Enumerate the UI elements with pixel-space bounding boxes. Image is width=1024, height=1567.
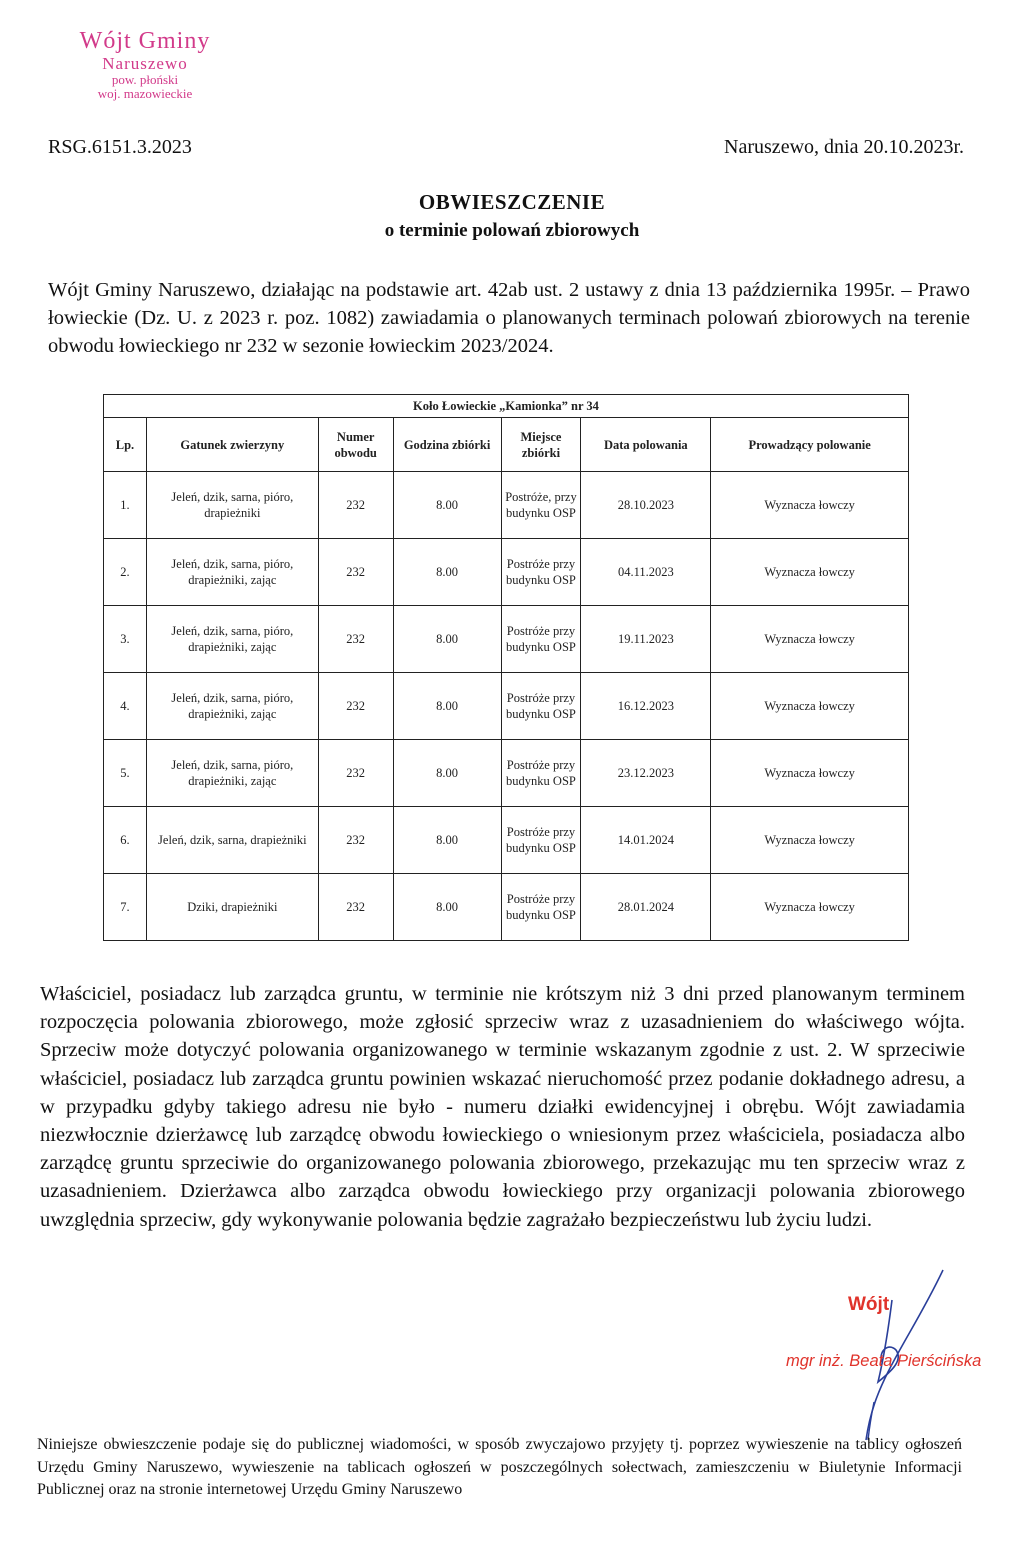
cell-lp: 1. <box>104 472 147 539</box>
signatory-title: Wójt <box>848 1294 890 1315</box>
cell-leader: Wyznacza łowczy <box>711 807 909 874</box>
cell-time: 8.00 <box>393 673 501 740</box>
table-row <box>104 740 909 807</box>
cell-leader: Wyznacza łowczy <box>711 673 909 740</box>
publication-notice: Niniejsze obwieszczenie podaje się do publicznej wiadomości, w sposób zwyczajowo przyjęty tj. poprzez wywieszenie na tablicy ogłoszeń Urzędu Gminy Naruszewo, wywieszenie na tablicach ogłoszeń w poszczególnych sołectwach, zamieszczeniu w Biuletynie Informacji Publicznej oraz na stronie internetowej Urzędu Gminy Naruszewo <box>37 1436 962 1498</box>
cell-time: 8.00 <box>393 539 501 606</box>
intro-paragraph: Wójt Gminy Naruszewo, działając na podstawie art. 42ab ust. 2 ustawy z dnia 13 października 1995r. – Prawo łowieckie (Dz. U. z 2023 r. poz. 1082) zawiadamia o planowanych terminach polowań zbiorowych na terenie obwodu łowieckiego nr 232 w sezonie łowieckim 2023/2024. <box>48 279 970 357</box>
cell-species: Jeleń, dzik, sarna, pióro, drapieżniki, zając <box>146 673 318 740</box>
cell-place: Postróże przy budynku OSP <box>501 606 581 673</box>
cell-leader: Wyznacza łowczy <box>711 539 909 606</box>
cell-time: 8.00 <box>393 472 501 539</box>
place-and-date: Naruszewo, dnia 20.10.2023r. <box>724 136 964 158</box>
cell-district: 232 <box>318 874 393 941</box>
objection-paragraph: Właściciel, posiadacz lub zarządca gruntu, w terminie nie krótszym niż 3 dni przed planowanym terminem rozpoczęcia polowania zbiorowego, może zgłosić sprzeciw wraz z uzasadnieniem do właściwego wójta. Sprzeciw może dotyczyć polowania organizowanego w terminie wskazanym zgodnie z ust. 2. W sprzeciwie właściciel, posiadacz lub zarządca gruntu powinien wskazać nieruchomość przez podanie dokładnego adresu, a w przypadku gdyby takiego adresu nie było - numeru działki ewidencyjnej i obrębu. Wójt zawiadamia niezwłocznie dzierżawcę lub zarządcę obwodu łowieckiego o wniesionym przez właściciela, posiadacza albo zarządcę gruntu sprzeciwie do organizowanego polowania zbiorowego, przekazując mu ten sprzeciw wraz z uzasadnieniem. Dzierżawca albo zarządca obwodu łowieckiego przy organizacji polowania zbiorowego uwzględnia sprzeciw, gdy wykonywanie polowania będzie zagrażało bezpieczeństwu lub życiu ludzi. <box>40 983 965 1231</box>
stamp-line-title: Wójt Gminy <box>79 28 211 54</box>
cell-place: Postróże przy budynku OSP <box>501 740 581 807</box>
cell-date: 16.12.2023 <box>581 673 711 740</box>
hunt-schedule-table <box>103 394 909 941</box>
cell-place: Postróże, przy budynku OSP <box>501 472 581 539</box>
cell-date: 14.01.2024 <box>581 807 711 874</box>
cell-lp: 6. <box>104 807 147 874</box>
table-row <box>104 874 909 941</box>
cell-place: Postróże przy budynku OSP <box>501 874 581 941</box>
cell-time: 8.00 <box>393 740 501 807</box>
table-row <box>104 673 909 740</box>
cell-district: 232 <box>318 472 393 539</box>
cell-leader: Wyznacza łowczy <box>711 740 909 807</box>
cell-leader: Wyznacza łowczy <box>711 606 909 673</box>
cell-time: 8.00 <box>393 874 501 941</box>
cell-date: 28.10.2023 <box>581 472 711 539</box>
cell-species: Dziki, drapieżniki <box>146 874 318 941</box>
cell-lp: 5. <box>104 740 147 807</box>
header-leader: Prowadzący polowanie <box>711 418 909 472</box>
club-name: Koło Łowieckie „Kamionka” nr 34 <box>104 395 909 418</box>
cell-time: 8.00 <box>393 807 501 874</box>
column-header-row <box>104 418 909 472</box>
cell-lp: 3. <box>104 606 147 673</box>
cell-time: 8.00 <box>393 606 501 673</box>
cell-species: Jeleń, dzik, sarna, pióro, drapieżniki, zając <box>146 740 318 807</box>
office-stamp <box>40 28 250 101</box>
table-row <box>104 472 909 539</box>
header-date: Data polowania <box>581 418 711 472</box>
cell-leader: Wyznacza łowczy <box>711 472 909 539</box>
cell-district: 232 <box>318 740 393 807</box>
cell-species: Jeleń, dzik, sarna, pióro, drapieżniki <box>146 472 318 539</box>
table-row <box>104 807 909 874</box>
header-place: Miejsce zbiórki <box>501 418 581 472</box>
cell-place: Postróże przy budynku OSP <box>501 807 581 874</box>
club-header-row <box>104 395 909 418</box>
cell-date: 19.11.2023 <box>581 606 711 673</box>
table-row <box>104 606 909 673</box>
cell-lp: 4. <box>104 673 147 740</box>
stamp-line-voivodeship: woj. mazowieckie <box>97 86 193 101</box>
header-district: Numer obwodu <box>318 418 393 472</box>
cell-district: 232 <box>318 673 393 740</box>
cell-date: 04.11.2023 <box>581 539 711 606</box>
header-lp: Lp. <box>104 418 147 472</box>
cell-species: Jeleń, dzik, sarna, pióro, drapieżniki, zając <box>146 606 318 673</box>
cell-date: 23.12.2023 <box>581 740 711 807</box>
cell-species: Jeleń, dzik, sarna, pióro, drapieżniki, zając <box>146 539 318 606</box>
document-title: OBWIESZCZENIE <box>418 190 606 214</box>
cell-district: 232 <box>318 606 393 673</box>
header-species: Gatunek zwierzyny <box>146 418 318 472</box>
table-row <box>104 539 909 606</box>
cell-district: 232 <box>318 807 393 874</box>
signatory-name: mgr inż. Beata Pierścińska <box>786 1352 982 1370</box>
cell-place: Postróże przy budynku OSP <box>501 539 581 606</box>
cell-district: 232 <box>318 539 393 606</box>
header-time: Godzina zbiórki <box>393 418 501 472</box>
cell-place: Postróże przy budynku OSP <box>501 673 581 740</box>
reference-number: RSG.6151.3.2023 <box>48 136 192 158</box>
cell-lp: 2. <box>104 539 147 606</box>
cell-species: Jeleń, dzik, sarna, drapieżniki <box>146 807 318 874</box>
stamp-line-commune: Naruszewo <box>102 54 188 73</box>
cell-lp: 7. <box>104 874 147 941</box>
stamp-line-county: pow. płoński <box>111 72 179 87</box>
document-subtitle: o terminie polowań zbiorowych <box>384 220 640 241</box>
cell-leader: Wyznacza łowczy <box>711 874 909 941</box>
cell-date: 28.01.2024 <box>581 874 711 941</box>
